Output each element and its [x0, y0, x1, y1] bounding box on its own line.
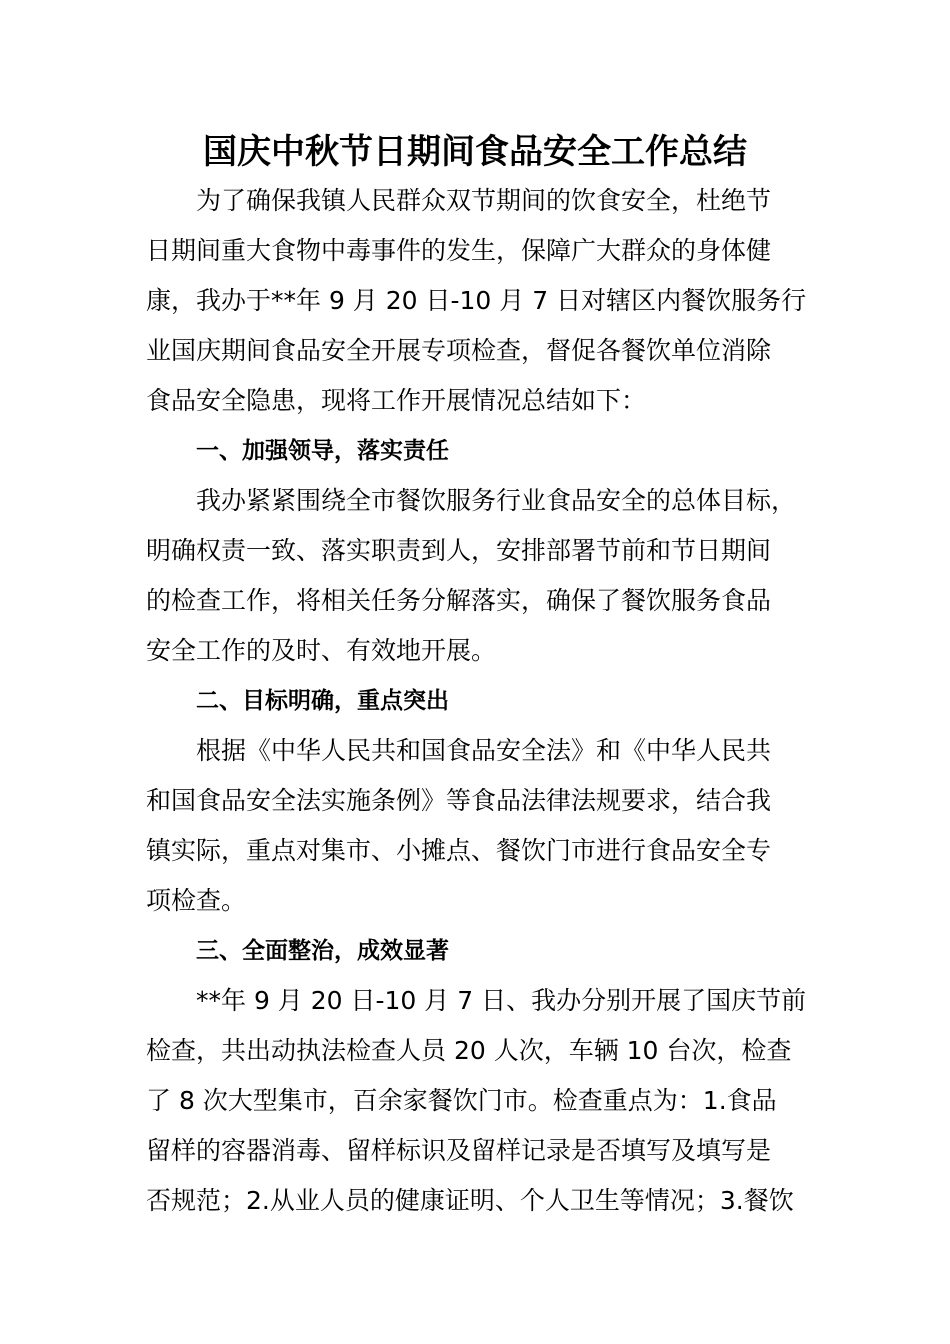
text-line: 项检查。 — [146, 886, 247, 915]
text-line: 我办紧紧围绕全市餐饮服务行业食品安全的总体目标， — [196, 486, 797, 515]
text-line: **年 9 月 20 日-10 月 7 日、我办分别开展了国庆节前 — [196, 986, 807, 1015]
text-line: 康，我办于**年 9 月 20 日-10 月 7 日对辖区内餐饮服务行 — [146, 286, 807, 315]
section-heading-1: 一、加强领导，落实责任 — [196, 438, 449, 464]
section-heading-3: 三、全面整治，成效显著 — [196, 938, 449, 964]
intro-paragraph — [146, 176, 826, 426]
text-line: 镇实际，重点对集市、小摊点、餐饮门市进行食品安全专 — [146, 836, 772, 865]
text-line: 否规范；2.从业人员的健康证明、个人卫生等情况；3.餐饮 — [146, 1186, 794, 1215]
text-line: 和国食品安全法实施条例》等食品法律法规要求，结合我 — [146, 786, 772, 815]
document-title: 国庆中秋节日期间食品安全工作总结 — [203, 132, 747, 172]
text-line: 为了确保我镇人民群众双节期间的饮食安全，杜绝节 — [196, 186, 772, 215]
text-line: 根据《中华人民共和国食品安全法》和《中华人民共 — [196, 736, 772, 765]
text-line: 的检查工作，将相关任务分解落实，确保了餐饮服务食品 — [146, 586, 772, 615]
section-3-paragraph — [146, 976, 826, 1226]
section-heading-2: 二、目标明确，重点突出 — [196, 688, 449, 714]
text-line: 了 8 次大型集市，百余家餐饮门市。检查重点为：1.食品 — [146, 1086, 777, 1115]
document-body — [146, 176, 826, 1226]
text-line: 日期间重大食物中毒事件的发生，保障广大群众的身体健 — [146, 236, 772, 265]
text-line: 留样的容器消毒、留样标识及留样记录是否填写及填写是 — [146, 1136, 772, 1165]
text-line: 业国庆期间食品安全开展专项检查，督促各餐饮单位消除 — [146, 336, 772, 365]
section-2-paragraph — [146, 726, 826, 926]
section-1-paragraph — [146, 476, 826, 676]
text-line: 检查，共出动执法检查人员 20 人次，车辆 10 台次，检查 — [146, 1036, 792, 1065]
text-line: 明确权责一致、落实职责到人，安排部署节前和节日期间 — [146, 536, 772, 565]
text-line: 食品安全隐患，现将工作开展情况总结如下： — [146, 386, 647, 415]
text-line: 安全工作的及时、有效地开展。 — [146, 636, 497, 665]
